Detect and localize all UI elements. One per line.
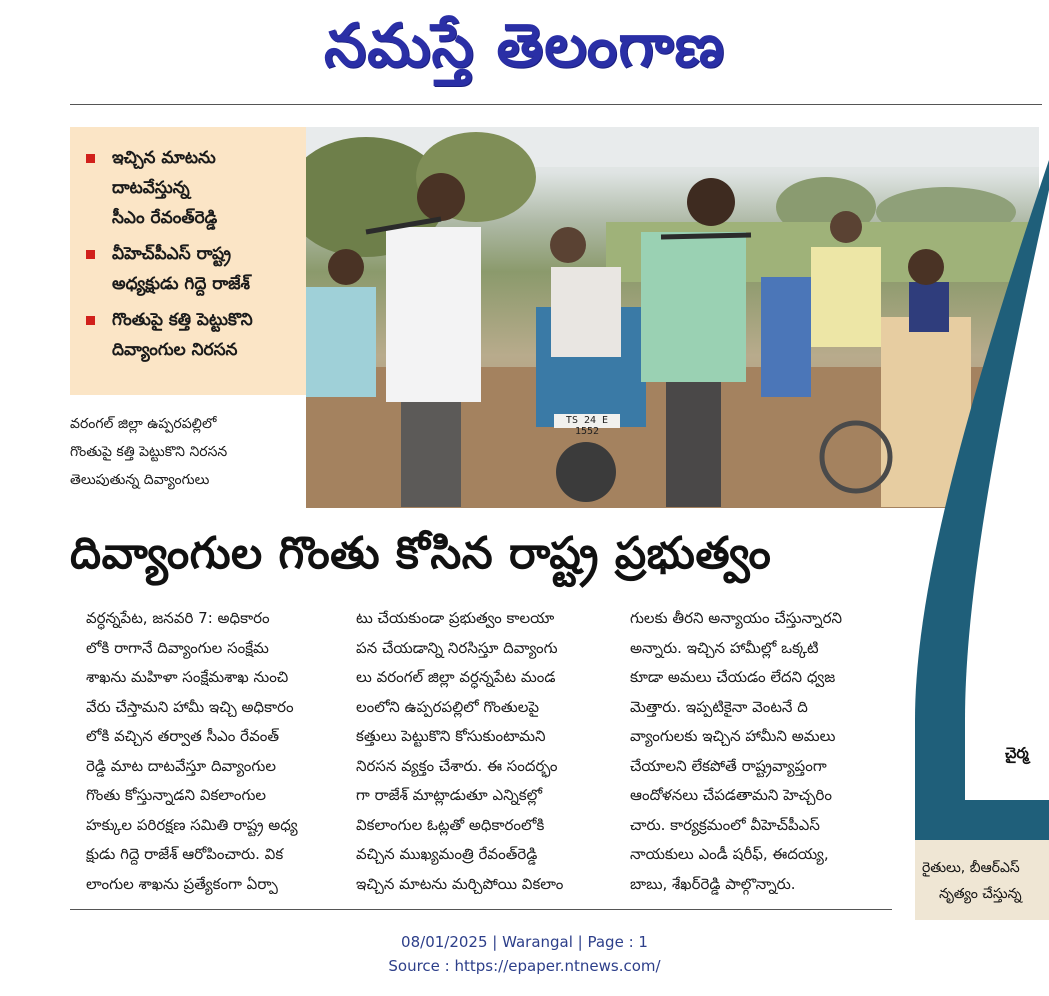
highlight-line: దివ్యాంగుల నిరసన — [112, 340, 238, 360]
article-line: ఆందోళనలు చేపడతామని హెచ్చరిం — [630, 786, 832, 804]
article-line: లోకి రాగానే దివ్యాంగుల సంక్షేమ — [86, 638, 269, 657]
article-line: క్షుడు గిద్దె రాజేశ్ ఆరోపించారు. విక — [86, 845, 284, 863]
number-plate: TS 24 E 1552 — [565, 415, 609, 437]
photo-caption — [70, 410, 298, 494]
bullet-square-icon — [86, 154, 95, 163]
footer-date-line: 08/01/2025 | Warangal | Page : 1 — [401, 933, 648, 951]
footer-source-line: Source : https://epaper.ntnews.com/ — [388, 957, 661, 975]
article-line: లోకి వచ్చిన తర్వాత సీఎం రేవంత్ — [86, 727, 280, 745]
caption-line: గొంతుపై కత్తి పెట్టుకొని నిరసన — [70, 444, 228, 460]
adjacent-fragment: చైర్మ — [1005, 744, 1029, 762]
article-line: లు వరంగల్ జిల్లా వర్ధన్నపేట మండ — [356, 668, 556, 686]
highlight-line: అధ్యక్షుడు గిద్దె రాజేశ్ — [112, 274, 250, 294]
article-line: లంలోని ఉప్పరపల్లిలో గొంతులపై — [356, 697, 539, 716]
article-line: వ్యాంగులకు ఇచ్చిన హామీని అమలు — [630, 727, 836, 745]
highlight-line: ఇచ్చిన మాటను — [112, 148, 216, 168]
highlight-item — [84, 143, 298, 233]
article-line: బాబు, శేఖర్‌రెడ్డి పాల్గొన్నారు. — [630, 874, 796, 893]
article-line: టు చేయకుండా ప్రభుత్వం కాలయా — [356, 609, 555, 627]
highlight-line: సీఎం రేవంత్‌రెడ్డి — [112, 208, 218, 228]
article-line: హక్కుల పరిరక్షణ సమితి రాష్ట్ర అధ్య — [86, 815, 298, 834]
bottom-rule — [70, 909, 892, 910]
article-line: వికలాంగుల ఓట్లతో అధికారంలోకి — [356, 815, 545, 834]
article-line: రెడ్డి మాట దాటవేస్తూ దివ్యాంగుల — [86, 756, 276, 775]
top-rule — [70, 104, 1042, 105]
article-line: నిరసన వ్యక్తం చేశారు. ఈ సందర్భం — [356, 756, 558, 775]
article-line: గొంతు కోస్తున్నాడని వికలాంగుల — [86, 786, 267, 804]
article-line: మెత్తారు. ఇప్పటికైనా వెంటనే ది — [630, 697, 808, 716]
article-line: వర్ధన్నపేట, జనవరి 7: అధికారం — [86, 609, 270, 627]
masthead — [0, 0, 1049, 96]
article-line: గులకు తీరని అన్యాయం చేస్తున్నారని — [630, 609, 843, 627]
caption-line: వరంగల్ జిల్లా ఉప్పరపల్లిలో — [70, 416, 217, 432]
highlight-line: వీహెచ్‌పీఎస్ రాష్ట్ర — [112, 244, 232, 264]
article-column-1 — [86, 604, 346, 899]
article-line: పన చేయడాన్ని నిరసిస్తూ దివ్యాంగు — [356, 638, 558, 657]
article-line: వేరు చేస్తామని హామీ ఇచ్చి అధికారం — [86, 697, 294, 716]
article-column-2 — [356, 604, 616, 899]
article-line: శాఖను మహిళా సంక్షేమశాఖ నుంచి — [86, 668, 289, 686]
highlight-item — [84, 305, 298, 365]
highlight-item — [84, 239, 298, 299]
article-line: అన్నారు. ఇచ్చిన హామీల్లో ఒక్కటి — [630, 638, 819, 657]
article-line: గా రాజేశ్ మాట్లాడుతూ ఎన్నికల్లో — [356, 786, 543, 804]
headline: దివ్యాంగుల గొంతు కోసిన రాష్ట్ర ప్రభుత్వం — [70, 528, 772, 579]
article-line: లాంగుల శాఖను ప్రత్యేకంగా ఏర్పా — [86, 874, 278, 893]
bullet-square-icon — [86, 316, 95, 325]
highlight-line: దాటవేస్తున్న — [112, 178, 190, 198]
article-line: చేయాలని లేకపోతే రాష్ట్రవ్యాప్తంగా — [630, 756, 827, 775]
article-line: వచ్చిన ముఖ్యమంత్రి రేవంత్‌రెడ్డి — [356, 845, 538, 863]
article-line: నాయకులు ఎండీ షరీఫ్, ఈదయ్య, — [630, 845, 829, 863]
adjacent-fragment: నృత్యం చేస్తున్న — [939, 886, 1022, 902]
caption-line: తెలుపుతున్న దివ్యాంగులు — [70, 472, 210, 488]
panel-shape — [905, 160, 1049, 920]
highlight-line: గొంతుపై కత్తి పెట్టుకొని — [112, 310, 253, 330]
article-line: కూడా అమలు చేయడం లేదని ధ్వజ — [630, 668, 836, 686]
article-line: ఇచ్చిన మాటను మర్చిపోయి వికలాం — [356, 874, 564, 893]
highlights-box — [70, 127, 306, 395]
article-line: కత్తులు పెట్టుకొని కోసుకుంటామని — [356, 727, 546, 745]
newspaper-logo: నమస్తే తెలంగాణ — [323, 11, 726, 81]
bullet-square-icon — [86, 250, 95, 259]
article-line: చారు. కార్యక్రమంలో వీహెచ్‌పీఎస్ — [630, 815, 820, 834]
article-column-3 — [630, 604, 890, 899]
adjacent-article-panel — [905, 160, 1049, 920]
adjacent-fragment: రైతులు, బీఆర్ఎస్ — [922, 860, 1020, 876]
